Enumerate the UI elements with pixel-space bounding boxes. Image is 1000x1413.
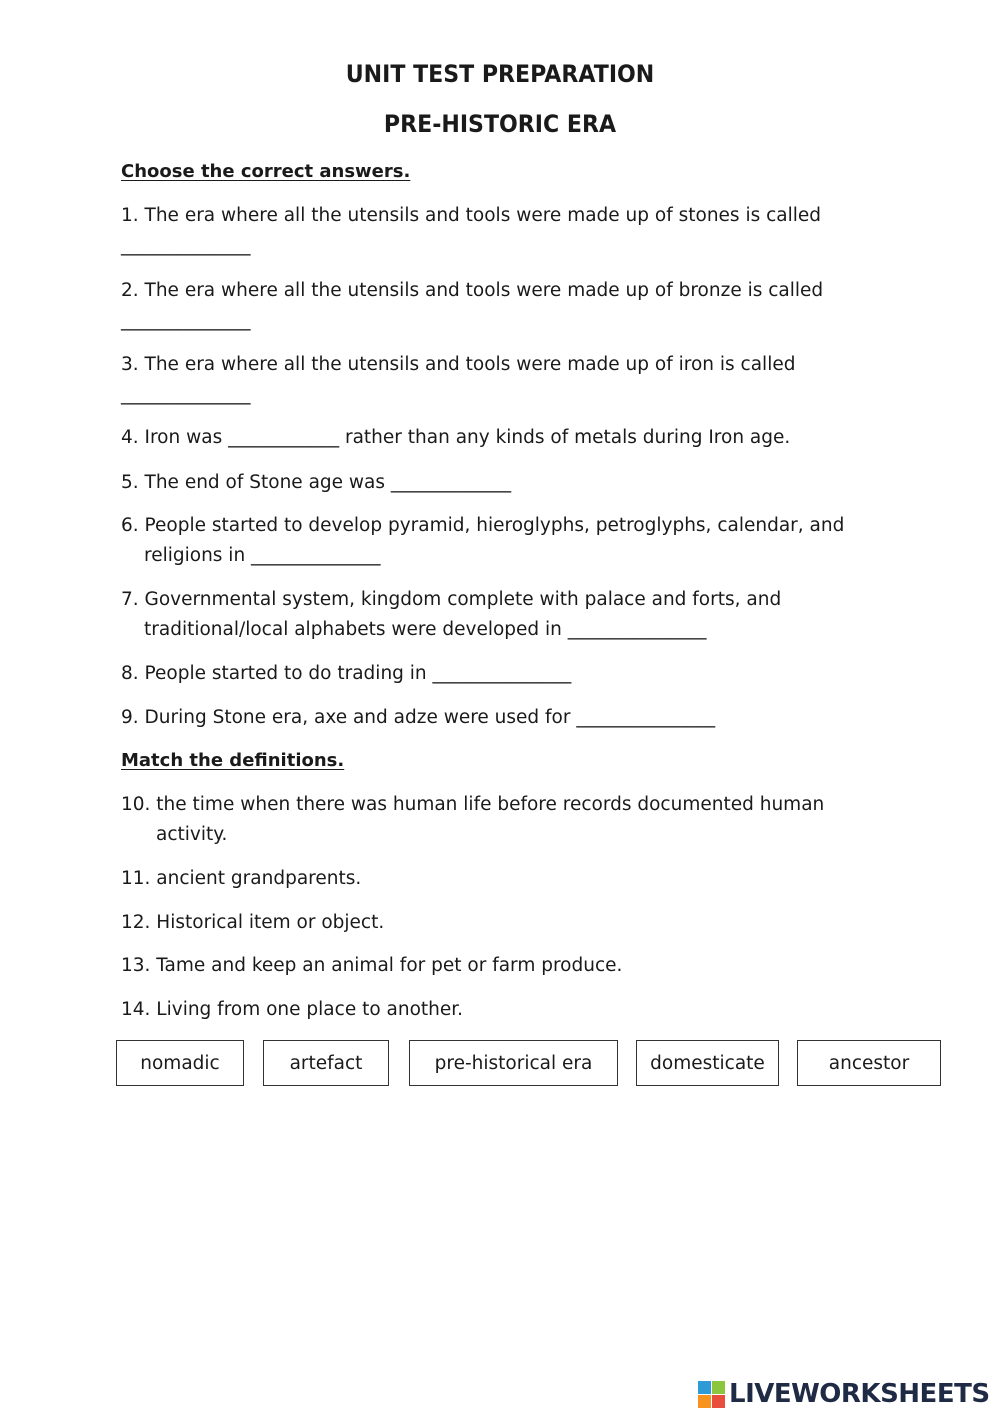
word-bank-domesticate[interactable]: domesticate bbox=[636, 1040, 779, 1086]
question-14-text: 14. Living from one place to another. bbox=[121, 999, 464, 1020]
answer-blank-3[interactable]: ______________ bbox=[121, 384, 251, 405]
question-4 bbox=[121, 423, 881, 453]
section-heading-match: Match the definitions. bbox=[121, 750, 345, 771]
question-1 bbox=[121, 201, 881, 261]
worksheet-title: UNIT TEST PREPARATION bbox=[345, 60, 655, 88]
question-12-text: 12. Historical item or object. bbox=[121, 912, 385, 933]
word-bank-ancestor[interactable]: ancestor bbox=[797, 1040, 941, 1086]
worksheet-subtitle: PRE-HISTORIC ERA bbox=[383, 110, 617, 138]
liveworksheets-brand bbox=[697, 1376, 990, 1412]
question-8-text[interactable]: 8. People started to do trading in _______________ bbox=[121, 663, 572, 684]
logo-square-red bbox=[712, 1395, 725, 1408]
logo-square-blue bbox=[698, 1381, 711, 1394]
question-10-continuation: activity. bbox=[156, 824, 228, 845]
question-6 bbox=[121, 511, 881, 571]
question-5-text[interactable]: 5. The end of Stone age was _____________ bbox=[121, 472, 512, 493]
logo-square-green bbox=[712, 1381, 725, 1394]
question-14 bbox=[121, 995, 881, 1025]
word-bank-artefact[interactable]: artefact bbox=[263, 1040, 389, 1086]
answer-blank-2[interactable]: ______________ bbox=[121, 310, 251, 331]
question-13 bbox=[121, 951, 881, 981]
question-8 bbox=[121, 659, 881, 689]
question-1-text: 1. The era where all the utensils and tools were made up of stones is called bbox=[121, 205, 822, 226]
question-10-text: 10. the time when there was human life before records documented human bbox=[121, 794, 825, 815]
section-heading-choose: Choose the correct answers. bbox=[121, 161, 411, 182]
question-3-text: 3. The era where all the utensils and tools were made up of iron is called bbox=[121, 354, 796, 375]
question-4-text[interactable]: 4. Iron was ____________ rather than any kinds of metals during Iron age. bbox=[121, 427, 791, 448]
question-7-continuation[interactable]: traditional/local alphabets were developed in _______________ bbox=[144, 619, 707, 640]
question-7 bbox=[121, 585, 881, 645]
question-6-continuation[interactable]: religions in ______________ bbox=[144, 545, 381, 566]
question-10 bbox=[121, 790, 881, 850]
question-6-text: 6. People started to develop pyramid, hieroglyphs, petroglyphs, calendar, and bbox=[121, 515, 845, 536]
question-9 bbox=[121, 703, 881, 733]
logo-square-orange bbox=[698, 1395, 711, 1408]
question-11 bbox=[121, 864, 881, 894]
question-3 bbox=[121, 350, 881, 410]
question-5 bbox=[121, 468, 881, 498]
question-11-text: 11. ancient grandparents. bbox=[121, 868, 362, 889]
question-2-text: 2. The era where all the utensils and tools were made up of bronze is called bbox=[121, 280, 824, 301]
question-12 bbox=[121, 908, 881, 938]
brand-name: LIVEWORKSHEETS bbox=[729, 1379, 990, 1409]
question-2 bbox=[121, 276, 881, 336]
question-7-text: 7. Governmental system, kingdom complete with palace and forts, and bbox=[121, 589, 782, 610]
question-9-text[interactable]: 9. During Stone era, axe and adze were used for _______________ bbox=[121, 707, 716, 728]
answer-blank-1[interactable]: ______________ bbox=[121, 235, 251, 256]
liveworksheets-logo-icon bbox=[697, 1379, 727, 1409]
word-bank-pre-historical-era[interactable]: pre-historical era bbox=[409, 1040, 618, 1086]
word-bank-nomadic[interactable]: nomadic bbox=[116, 1040, 244, 1086]
question-13-text: 13. Tame and keep an animal for pet or farm produce. bbox=[121, 955, 623, 976]
